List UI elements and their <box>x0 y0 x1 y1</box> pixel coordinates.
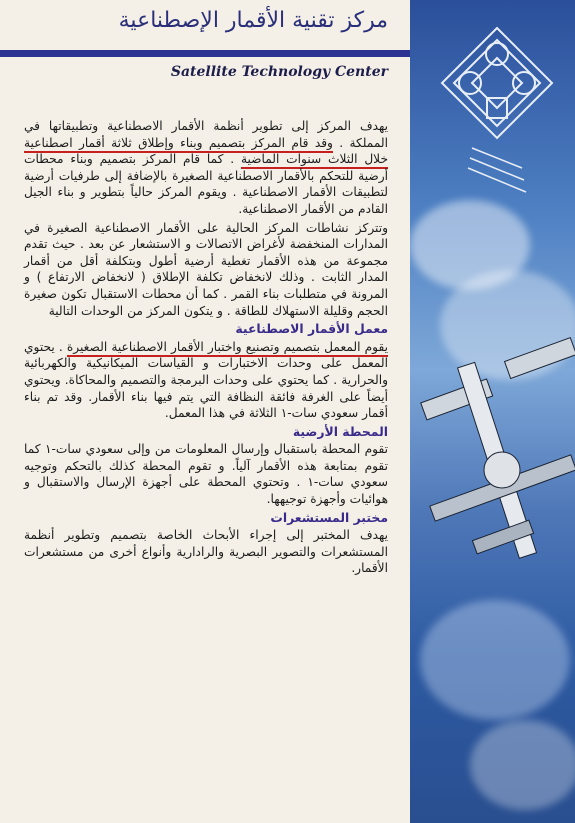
earth-clouds-background <box>410 0 575 823</box>
section-heading-sensors-lab: مختبر المستشعرات <box>270 509 388 525</box>
cloud-shape <box>470 720 575 810</box>
section-heading-lab: معمل الأقمار الاصطناعية <box>235 321 388 337</box>
page-title-arabic: مركز تقنية الأقمار الإصطناعية <box>118 8 388 33</box>
intro-paragraph-2: وتتركز نشاطات المركز الحالية على الأقمار الاصطناعية الصغيرة في المدارات المنخفضة لأغراض الاتصالات و الاستشعار عن بعد . حيث تقدم مجموعة من هذه الأقمار تغطية أرضية أطول وبتكلفة أقل من أقمار المدار الثابت . وذلك لانخفاض تكلفة الإطلاق ( لانخفاض الارتفاع ) و المرونة في متطلبات بناء القمر . كما أن محطات الاستقبال تكون صغيرة الحجم وقليلة الاستهلاك للطاقة . و يتكون المركز من الوحدات التالية <box>24 220 388 318</box>
article-body <box>24 118 388 579</box>
page-title-english: Satellite Technology Center <box>170 64 388 80</box>
intro-text-b: . كما قام المركز بتصميم وبناء محطات أرضية للتحكم بالأقمار الاصطناعية الصغيرة بالإضافة إلى طرفيات أرضية لتطبيقات الأقمار الاصطناعية . ويقوم المركز حالياً بتطوير و بناء الجيل القادم من الأقمار الاصطناعية. <box>24 152 388 216</box>
sensors-lab-paragraph: يهدف المختبر إلى إجراء الأبحاث الخاصة بتصميم وتطوير أنظمة المستشعرات والتصوير البصرية والرادارية وأنواع أخرى من مستشعرات الأقمار. <box>24 528 388 576</box>
intro-text-a: يهدف المركز إلى تطوير أنظمة الأقمار الاصطناعية وتطبيقاتها في المملكة . <box>24 119 388 150</box>
underlined-lab-text: يقوم المعمل بتصميم وتصنيع واختبار الأقمار الاصطناعية الصغيرة <box>67 340 388 357</box>
lab-paragraph <box>24 339 388 422</box>
institute-logo-icon <box>432 18 562 218</box>
section-heading-ground-station: المحطة الأرضية <box>292 423 388 439</box>
space-station-icon <box>418 330 575 590</box>
cloud-shape <box>420 600 570 720</box>
lab-text: . يحتوي المعمل على وحدات الاختبارات و القياسات الميكانيكية والكهربائية والحرارية . كما يحتوي على وحدات البرمجة والتصميم والمحاكاة. ويحتوي أيضاً على الغرفة فائقة النظافة التي يتم فيها بناء الأقمار. وقد تم بناء أقمار سعودي سات-١ الثلاثة في هذا المعمل. <box>24 339 388 421</box>
ground-station-paragraph: تقوم المحطة باستقبال وإرسال المعلومات من وإلى سعودي سات-١ كما تقوم بمتابعة هذه الأقمار آلياً. و تقوم المحطة كذلك بالتحكم وتوجيه سعودي سات-١ . وتحتوي المحطة على أجهزة الإرسال والاستقبال و هوائيات وأجهزة توجيهها. <box>24 442 389 507</box>
title-rule <box>0 50 412 57</box>
intro-paragraph-1 <box>24 118 388 218</box>
underlined-intro-text: وقد قام المركز بتصميم وبناء وإطلاق ثلاثة أقمار اصطناعية خلال الثلاث سنوات الماضية <box>24 136 388 170</box>
